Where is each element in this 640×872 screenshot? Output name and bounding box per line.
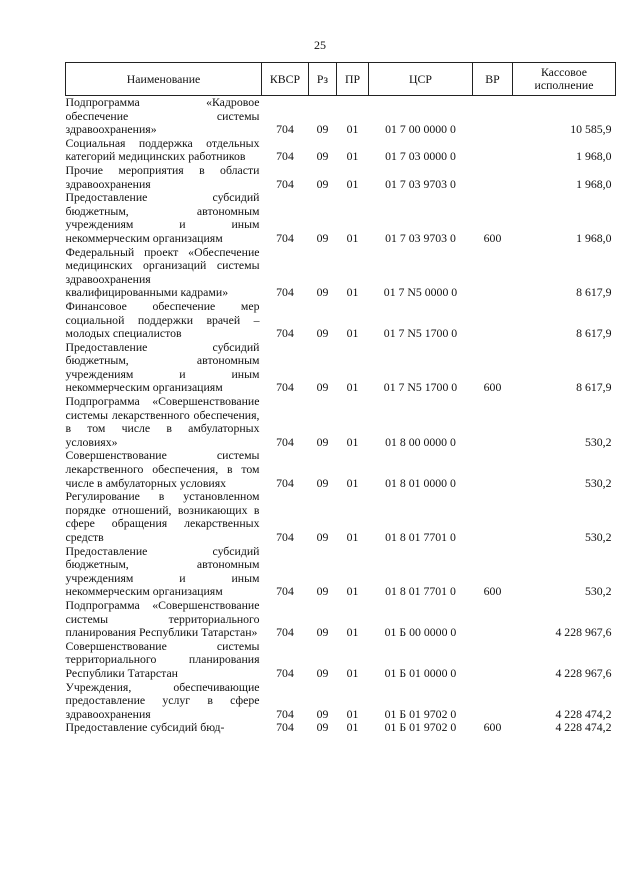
cell-pr: 01 [346, 149, 359, 164]
cell-name: Прочие мероприятия в области здравоохранения [65, 162, 260, 191]
cell-vr [473, 640, 513, 681]
cell-rz: 09 [316, 122, 329, 137]
cell-pr: 01 [346, 230, 359, 245]
header-rz: Рз [309, 63, 337, 96]
cell-kvsr: 704 [276, 285, 294, 300]
cell-rz: 09 [316, 149, 329, 164]
cell-amount: 4 228 474,2 [555, 706, 612, 721]
cell-kvsr: 704 [276, 665, 294, 680]
cell-vr: 600 [483, 720, 502, 735]
cell-amount: 1 968,0 [576, 176, 612, 191]
cell-pr: 01 [346, 530, 359, 544]
cell-vr [473, 164, 513, 191]
cell-pr: 01 [346, 706, 359, 721]
cell-amount: 530,2 [584, 434, 612, 449]
cell-rz: 09 [316, 326, 329, 341]
cell-kvsr: 704 [276, 149, 294, 164]
table-row [66, 490, 616, 544]
cell-csr: 01 7 N5 0000 0 [383, 285, 458, 300]
table-row [66, 137, 616, 164]
cell-csr: 01 8 00 0000 0 [385, 434, 456, 449]
cell-csr: 01 7 N5 1700 0 [383, 380, 458, 395]
table-header-row [66, 63, 616, 96]
table-row [66, 599, 616, 640]
cell-rz: 09 [316, 380, 329, 395]
cell-kvsr: 704 [276, 625, 294, 640]
cell-pr: 01 [346, 434, 359, 449]
table-row [66, 191, 616, 245]
cell-name: Совершенствование системы территориального планирования Республики Татарстан [65, 638, 260, 680]
table-row [66, 246, 616, 300]
cell-pr: 01 [346, 326, 359, 341]
cell-kvsr: 704 [276, 706, 294, 721]
cell-amount: 1 968,0 [576, 149, 612, 164]
cell-rz: 09 [316, 625, 329, 640]
table-row [66, 341, 616, 395]
table-row [66, 300, 616, 341]
cell-csr: 01 7 N5 1700 0 [383, 326, 458, 341]
cell-name: Подпрограмма «Совершенствование системы территориального планирования Республики Татарстан» [65, 597, 260, 640]
cell-amount: 4 228 967,6 [555, 665, 612, 680]
cell-vr [473, 246, 513, 300]
cell-name: Предоставление субсидий бюджетным, автономным учреждениям и иным некоммерческим организациям [65, 543, 260, 599]
cell-name: Финансовое обеспечение мер социальной поддержки врачей – молодых специалистов [65, 298, 260, 341]
cell-vr [473, 395, 513, 449]
cell-pr: 01 [346, 176, 359, 191]
cell-name: Федеральный проект «Обеспечение медицинских организаций системы здравоохранения квалифицированными кадрами» [65, 244, 260, 300]
cell-rz: 09 [316, 720, 329, 735]
cell-csr: 01 7 03 0000 0 [385, 149, 456, 164]
cell-pr: 01 [346, 625, 359, 640]
cell-csr: 01 8 01 7701 0 [385, 530, 456, 544]
cell-kvsr: 704 [276, 326, 294, 341]
page-number: 25 [314, 38, 326, 52]
cell-vr: 600 [483, 584, 502, 599]
cell-csr: 01 Б 00 0000 0 [384, 625, 457, 640]
cell-kvsr: 704 [276, 475, 294, 490]
table-row [66, 449, 616, 490]
cell-pr: 01 [346, 475, 359, 490]
cell-kvsr: 704 [276, 434, 294, 449]
cell-amount: 4 228 474,2 [555, 720, 612, 735]
table-row [66, 681, 616, 722]
cell-pr: 01 [346, 122, 359, 137]
cell-pr: 01 [346, 285, 359, 300]
cell-vr [473, 137, 513, 164]
cell-vr [473, 599, 513, 640]
cell-rz: 09 [316, 584, 329, 599]
cell-amount: 4 228 967,6 [555, 625, 612, 640]
cell-csr: 01 Б 01 0000 0 [384, 665, 457, 680]
cell-rz: 09 [316, 475, 329, 490]
cell-csr: 01 7 00 0000 0 [385, 122, 456, 137]
table-row [66, 395, 616, 449]
cell-kvsr: 704 [276, 230, 294, 245]
cell-rz: 09 [316, 530, 329, 544]
cell-name: Совершенствование системы лекарственного обеспечения, в том числе в амбулаторных условиях [65, 448, 260, 490]
cell-name: Учреждения, обеспечивающие предоставление услуг в сфере здравоохранения [65, 679, 260, 721]
cell-vr: 600 [483, 230, 502, 245]
cell-kvsr: 704 [276, 380, 294, 395]
cell-name: Подпрограмма «Кадровое обеспечение системы здравоохранения» [65, 95, 260, 137]
cell-amount: 10 585,9 [570, 122, 612, 137]
cell-csr: 01 Б 01 9702 0 [384, 706, 457, 721]
cell-name: Регулирование в установленном порядке отношений, возникающих в сфере обращения лекарственных средств [65, 489, 260, 544]
cell-amount: 530,2 [584, 475, 612, 490]
cell-amount: 530,2 [584, 530, 612, 544]
cell-rz: 09 [316, 285, 329, 300]
cell-vr [473, 681, 513, 722]
header-vr: ВР [473, 63, 513, 96]
cell-vr: 600 [483, 380, 502, 395]
cell-name: Предоставление субсидий бюд- [65, 720, 225, 735]
cell-vr [473, 96, 513, 137]
cell-vr [473, 300, 513, 341]
cell-kvsr: 704 [276, 530, 294, 544]
cell-rz: 09 [316, 176, 329, 191]
table-row [66, 721, 616, 735]
cell-rz: 09 [316, 665, 329, 680]
budget-execution-table [65, 62, 616, 735]
cell-kvsr: 704 [276, 176, 294, 191]
cell-csr: 01 8 01 7701 0 [385, 584, 456, 599]
table-row [66, 545, 616, 599]
cell-csr: 01 8 01 0000 0 [385, 475, 456, 490]
header-name: Наименование [66, 63, 262, 96]
cell-name: Предоставление субсидий бюджетным, автономным учреждениям и иным некоммерческим организациям [65, 339, 260, 395]
cell-amount: 8 617,9 [576, 380, 612, 395]
cell-rz: 09 [316, 706, 329, 721]
cell-rz: 09 [316, 434, 329, 449]
header-amount: Кассовое исполнение [513, 63, 616, 96]
cell-csr: 01 7 03 9703 0 [385, 230, 456, 245]
cell-vr [473, 490, 513, 544]
cell-amount: 8 617,9 [576, 285, 612, 300]
table-row [66, 96, 616, 137]
cell-name: Предоставление субсидий бюджетным, автономным учреждениям и иным некоммерческим организациям [65, 190, 260, 245]
cell-name: Социальная поддержка отдельных категорий медицинских работников [65, 135, 260, 164]
cell-csr: 01 Б 01 9702 0 [384, 720, 457, 735]
cell-pr: 01 [346, 380, 359, 395]
cell-vr [473, 449, 513, 490]
header-csr: ЦСР [369, 63, 473, 96]
cell-kvsr: 704 [276, 720, 294, 735]
cell-rz: 09 [316, 230, 329, 245]
table-row [66, 164, 616, 191]
table-row [66, 640, 616, 681]
cell-pr: 01 [346, 720, 359, 735]
cell-amount: 1 968,0 [576, 230, 612, 245]
cell-name: Подпрограмма «Совершенствование системы лекарственного обеспечения, в том числе в амбулаторных условиях» [65, 394, 260, 449]
header-kvsr: КВСР [262, 63, 309, 96]
cell-csr: 01 7 03 9703 0 [385, 176, 456, 191]
cell-kvsr: 704 [276, 122, 294, 137]
cell-amount: 530,2 [584, 584, 612, 599]
header-pr: ПР [337, 63, 369, 96]
cell-pr: 01 [346, 584, 359, 599]
cell-kvsr: 704 [276, 584, 294, 599]
cell-amount: 8 617,9 [576, 326, 612, 341]
cell-pr: 01 [346, 665, 359, 680]
